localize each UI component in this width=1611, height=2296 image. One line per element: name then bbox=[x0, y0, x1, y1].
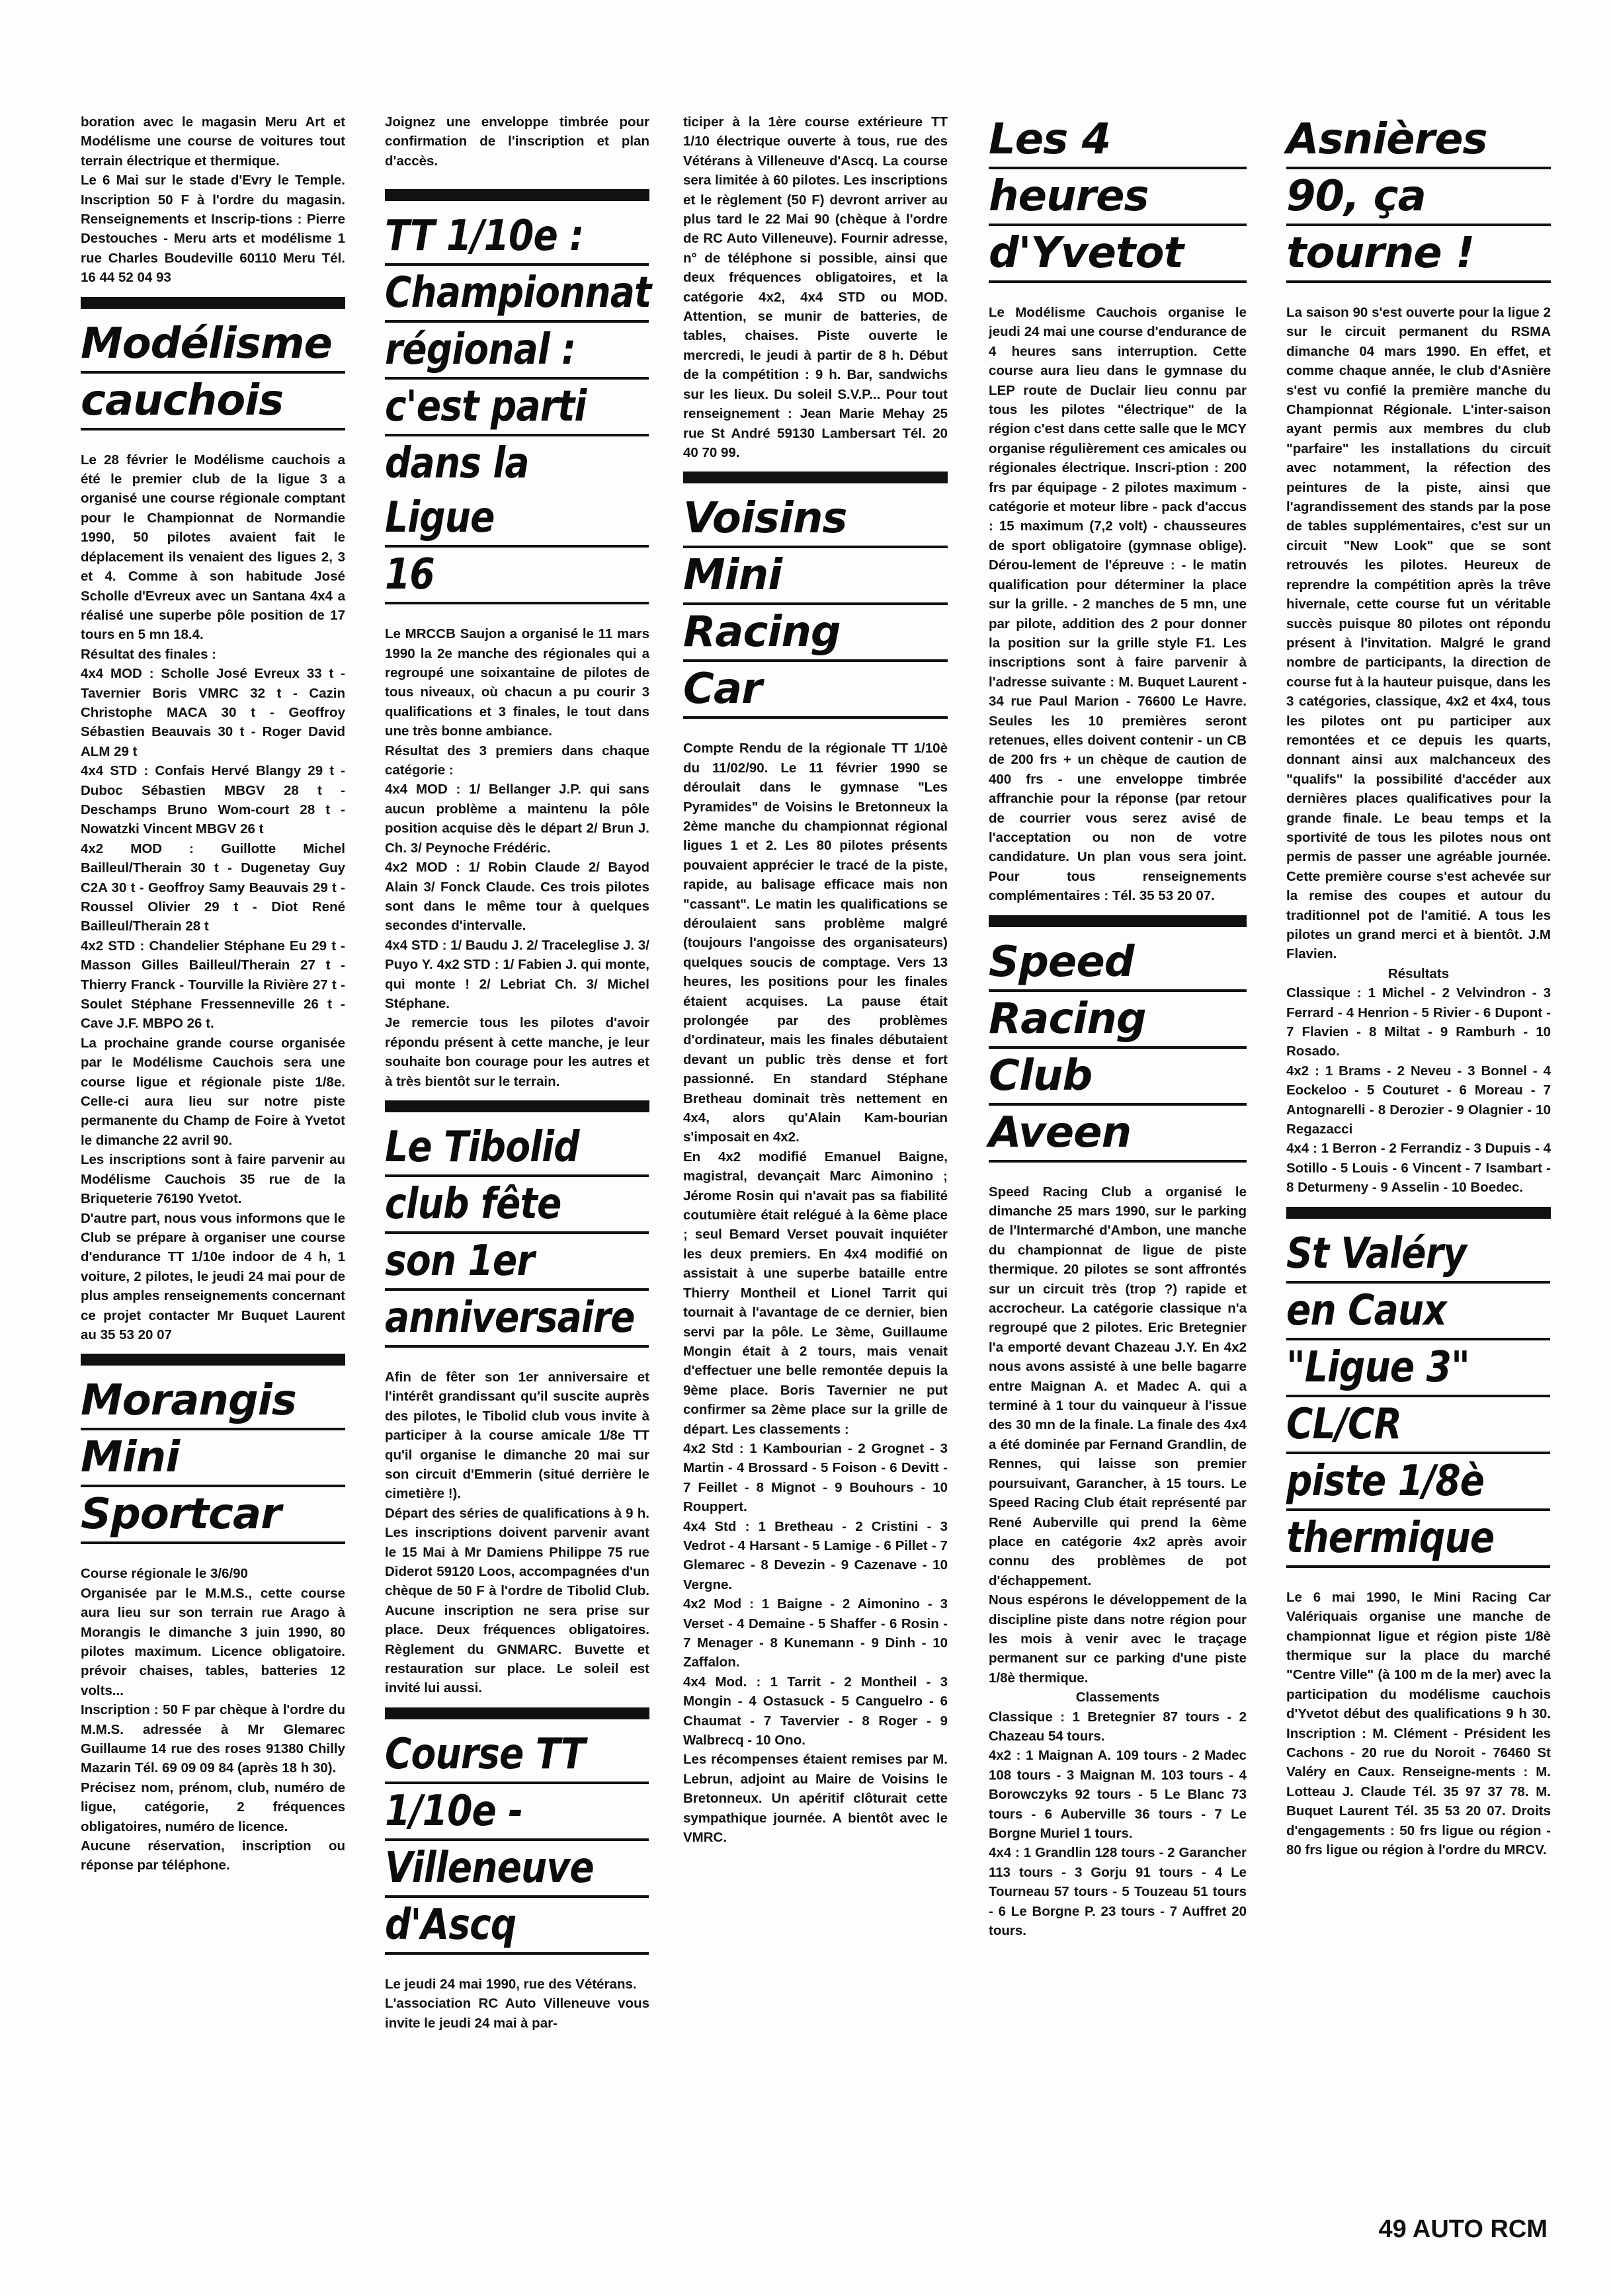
column-2 bbox=[385, 112, 653, 2033]
article-text: Compte Rendu de la régionale TT 1/10è du 11/02/90. Le 11 février 1990 se déroulait dans le gymnase "Les Pyramides" de Voisins le Bretonneux la 2ème manche du championnat régional ligues 1 et 2. Les 80 pilotes présents pouvaient apprécier le tracé de la piste, rapide, au balisage efficace mais non "cassant". Le matin les qualifications se déroulaient sans problème malgré (toujours l'angoisse des organisateurs) quelques soucis de comptage. Vers 13 heures, les positions pour les finales étaient acquises. La pause était prolongée par des problèmes d'ordinateur, mais les finales débutaient devant un public très dense et fort passionné. En standard Stéphane Bretheau dominait très nettement en 4x4, alors qu'Alain Kam-bourian s'imposait en 4x2. En 4x2 modifié Emanuel Baigne, magistral, devançait Marc Aimonino ; Jérome Rosin qui n'avait pas sa fiabilité coutumière était relégué à la 6ème place ; seul Bemard Verset pouvait inquiéter les deux premiers. En 4x4 modifié on assistait à une superbe bataille entre Thierry Montheil et Lionel Tarrit qui tournait à l'avantage de ce dernier, bien servi par la pôle. Le 3ème, Guillaume Mongin était à 2 tours, mais venait d'effectuer une belle remontée depuis la 9ème place. Boris Tavernier ne put confirmer sa 2ème place sur la grille de départ. Les classements : 4x2 Std : 1 Kambourian - 2 Grognet - 3 Martin - 4 Brossard - 5 Foison - 6 Devitt - 7 Feillet - 8 Mignot - 9 Bouhours - 10 Rouppert. 4x4 Std : 1 Bretheau - 2 Cristini - 3 Vedrot - 4 Harsant - 5 Lamige - 6 Pillet - 7 Glemarec - 8 Devezin - 9 Cazenave - 10 Vergne. 4x2 Mod : 1 Baigne - 2 Aimonino - 3 Verset - 4 Demaine - 5 Shaffer - 6 Rosin - 7 Menager - 8 Kunemann - 9 Dinh - 10 Zaffalon. 4x4 Mod. : 1 Tarrit - 2 Montheil - 3 Mongin - 4 Ostasuck - 5 Canguelro - 6 Chaumat - 7 Tavervier - 8 Roger - 9 Walbrecq - 10 Ono. Les récompenses étaient remises par M. Lebrun, adjoint au Maire de Voisins le Bretonneux. Un apéritif clôturait cette sympathique journée. A bientôt avec le VMRC. bbox=[683, 741, 948, 1846]
headline-morangis: Morangis Mini Sportcar bbox=[81, 1374, 345, 1544]
article-text: Speed Racing Club a organisé le dimanche 25 mars 1990, sur le parking de l'Intermarché d'Ambon, une manche du championnat de ligue de piste thermique. 20 pilotes se sont affrontés sur un circuit très (trop ?) rapide et accrocheur. La catégorie classique n'a regroupé que 2 pilotes. Eric Bretegnier l'a emporté devant Chazeau J.Y. En 4x2 nous avons assisté à une belle bagarre entre Maignan A. et Madec A. qui a terminé à 1 tour du vainqueur à l'issue des 30 mn de la finale. La finale des 4x4 a été dominée par Fernand Grandlin, de Rennes, qui laisse son premier poursuivant, Garancher, à 15 tours. Le Speed Racing Club était représenté par René Auberville qui prend la 6ème place en catégorie 4x2 après avoir connu des problèmes de pot d'échappement. Nous espérons le développement de la discipline piste dans notre région pour les mois à venir avec le traçage permanent sur ce parking d'une piste 1/8è thermique. bbox=[989, 1184, 1247, 1686]
headline-tibolid: Le Tibolid club fête son 1er anniversaire bbox=[385, 1120, 649, 1348]
article-text: boration avec le magasin Meru Art et Modélisme une course de voitures tout terrain électrique et thermique. Le 6 Mai sur le stade d'Evry le Temple. Inscription 50 F à l'ordre du magasin. Renseignements et Inscrip-tions : Pierre Destouches - Meru arts et modélisme 1 rue Charles Boudeville 60110 Meru Tél. 16 44 52 04 93 bbox=[81, 114, 345, 286]
divider bbox=[385, 189, 649, 201]
headline-st-valery: St Valéry en Caux "Ligue 3" CL/CR piste 1/8è thermique bbox=[1286, 1227, 1550, 1568]
page-footer bbox=[1378, 2215, 1548, 2244]
article-text: Le jeudi 24 mai 1990, rue des Vétérans. L'association RC Auto Villeneuve vous invite le jeudi 24 mai à par- bbox=[385, 1976, 649, 2031]
headline-yvetot: Les 4 heures d'Yvetot bbox=[989, 112, 1247, 283]
headline-voisins: Voisins Mini Racing Car bbox=[683, 491, 948, 719]
divider bbox=[385, 1100, 649, 1112]
results-subheading: Résultats bbox=[1387, 965, 1450, 981]
results-text: Classique : 1 Bretegnier 87 tours - 2 Chazeau 54 tours. 4x2 : 1 Maignan A. 109 tours - 2 Madec 108 tours - 3 Maignan M. 103 tours - 4 Borowczyks 92 tours - 5 Le Blanc 73 tours - 6 Auberville 36 tours - 7 Le Borgne Muriel 1 tours. 4x4 : 1 Grandlin 128 tours - 2 Garancher 113 tours - 3 Gorju 91 tours - 4 Le Tourneau 57 tours - 5 Touzeau 51 tours - 6 Le Borgne P. 23 tours - 7 Auffret 20 tours. bbox=[989, 1709, 1247, 1939]
column-4 bbox=[989, 112, 1251, 1940]
article-text: Le 28 février le Modélisme cauchois a été le premier club de la ligue 3 a organisé une course régionale comptant pour le Championnat de Normandie 1990, 50 pilotes avaient fait le déplacement ils venaient des ligues 2, 3 et 4. Comme à son habitude José Scholle d'Evreux avec un Santana 4x4 a réalisé une superbe pôle position de 17 tours en 5 mn 18.4. Résultat des finales : 4x4 MOD : Scholle José Evreux 33 t - Tavernier Boris VMRC 32 t - Cazin Christophe MACA 30 t - Geoffroy Sébastien Beauvais 30 t - Roger David ALM 29 t 4x4 STD : Confais Hervé Blangy 29 t - Duboc Sébastien MBGV 28 t - Deschamps Bruno Wom-court 28 t - Nowatzki Vincent MBGV 26 t 4x2 MOD : Guillotte Michel Bailleul/Therain 30 t - Dugenetay Guy C2A 30 t - Geoffroy Samy Beauvais 29 t - Roussel Olivier 29 t - Diot René Bailleul/Therain 28 t 4x2 STD : Chandelier Stéphane Eu 29 t - Masson Gilles Bailleul/Therain 27 t - Thierry Franck - Tourville la Rivière 27 t - Soulet Stéphane Fressenneville 26 t - Cave J.F. MBPO 26 t. La prochaine grande course organisée par le Modélisme Cauchois sera une course ligue et régionale piste 1/8e. Celle-ci aura lieu sur notre piste permanente du Champ de Foire à Yvetot le dimanche 22 avril 90. Les inscriptions sont à faire parvenir au Modélisme Cauchois 35 rue de la Briqueterie 76190 Yvetot. D'autre part, nous vous informons que le Club se prépare à organiser une course d'endurance TT 1/10e indoor de 4 h, 1 voiture, 2 pilotes, le jeudi 24 mai pour de plus amples renseignements concernant ce projet contacter Mr Buquet Laurent au 35 53 20 07 bbox=[81, 452, 345, 1342]
headline-asnieres: Asnières 90, ça tourne ! bbox=[1286, 112, 1551, 283]
headline-villeneuve: Course TT 1/10e - Villeneuve d'Ascq bbox=[385, 1727, 649, 1955]
headline-modelisme-cauchois: Modélisme cauchois bbox=[81, 317, 345, 430]
divider bbox=[385, 1707, 649, 1719]
page-number: 49 bbox=[1378, 2215, 1407, 2243]
column-1 bbox=[81, 112, 345, 1875]
article-text: Joignez une enveloppe timbrée pour confirmation de l'inscription et plan d'accès. bbox=[385, 114, 653, 169]
article-text: Le MRCCB Saujon a organisé le 11 mars 1990 la 2e manche des régionales qui a regroupé une soixantaine de pilotes de tous niveaux, où chacun a pu courir 3 qualifications et 3 finales, le tout dans une très bonne ambiance. Résultat des 3 premiers dans chaque catégorie : 4x4 MOD : 1/ Bellanger J.P. qui sans aucun problème a maintenu la pôle position acquise dès le départ 2/ Brun J. Ch. 3/ Peynoche Frédéric. 4x2 MOD : 1/ Robin Claude 2/ Bayod Alain 3/ Fonck Claude. Ces trois pilotes sont dans le même tour à quelques secondes d'intervalle. 4x4 STD : 1/ Baudu J. 2/ Traceleglise J. 3/ Puyo Y. 4x2 STD : 1/ Fabien J. qui monte, qui monte ! 2/ Lebriat Ch. 3/ Michel Stéphane. Je remercie tous les pilotes d'avoir répondu présent à cette manche, je leur souhaite bon courage pour les autres et à très bientôt sur le terrain. bbox=[385, 626, 649, 1089]
column-3 bbox=[683, 112, 952, 1847]
divider bbox=[81, 297, 345, 309]
headline-championnat-ligue-16: TT 1/10e : Championnat régional : c'est parti dans la Ligue 16 bbox=[385, 209, 649, 604]
divider bbox=[1286, 1207, 1551, 1219]
divider bbox=[989, 915, 1247, 927]
article-text: ticiper à la 1ère course extérieure TT 1/10 électrique ouverte à tous, rue des Vétérans à Villeneuve d'Ascq. La course sera limitée à 60 pilotes. Les inscriptions et le règlement (50 F) devront arriver au plus tard le 22 Mai 90 (chèque à l'ordre de RC Auto Villeneuve). Fournir adresse, n° de téléphone si possible, ainsi que deux fréquences obligatoires, et la catégorie 4x2, 4x4 STD ou MOD. Attention, se munir de batteries, de tables, chaises. Piste ouverte le mercredi, le jeudi à partir de 8 h. Début de la compétition : 9 h. Bar, sandwichs sur les lieux. Du soleil S.V.P... Pour tout renseignement : Jean Marie Mehay 25 rue St André 59130 Lambersart Tél. 20 40 70 99. bbox=[683, 114, 952, 460]
divider bbox=[81, 1354, 345, 1366]
article-text: La saison 90 s'est ouverte pour la ligue 2 sur le circuit permanent du RSMA dimanche 04 mars 1990. En effet, et comme chaque année, le club d'Asnière s'est vu confié la première manche du Championnat Régionale. L'inter-saison ayant permis aux membres du club "parfaire" les installations du circuit avec notamment, la réfection des peintures de la piste, ainsi que l'agrandissement des stands par la pose de tables supplémentaires, c'est sur un circuit "New Look" que se sont retrouvés les pilotes. Heureux de reprendre la compétition après la trêve hivernale, cette course fut un véritable succès puisque 80 pilotes ont répondu présent à l'invitation. Malgré le grand nombre de participants, la direction de course fut à la hauteur puisque, dans les 3 catégories, classique, 4x2 et 4x4, tous les pilotes ont pu participer aux remontées et ce depuis les quarts, donnant ainsi aux malchanceux des "qualifs" la possibilité d'accéder aux dernières places qualificatives pour la grande finale. Le beau temps et la sportivité de tous les pilotes nous ont permis de passer une agréable journée. Cette première course s'est achevée sur la remise des coupes et autour du traditionnel pot de l'amitié. A tous les pilotes un grand merci et à bientôt. J.M Flavien. bbox=[1286, 305, 1555, 962]
divider bbox=[683, 472, 948, 483]
article-text: Le 6 mai 1990, le Mini Racing Car Valériquais organise une manche de championnat ligue et région piste 1/8è thermique sur la place du marché "Centre Ville" (à 100 m de la mer) avec la participation du modélisme cauchois d'Yvetot début des qualifications 9 h 30. Inscription : M. Clément - Président les Cachons - 20 rue du Noroit - 76460 St Valéry en Caux. Renseigne-ments : M. Lotteau J. Claude Tél. 35 97 37 78. M. Buquet Laurent Tél. 35 53 20 07. Droits d'engagements : 50 frs ligue ou région - 80 frs ligue ou région à l'ordre du MRCV. bbox=[1286, 1589, 1555, 1858]
article-text: Afin de fêter son 1er anniversaire et l'intérêt grandissant qu'il suscite auprès des pilotes, le Tibolid club vous invite à participer à la course amicale 1/8e TT qu'il organise le dimanche 20 mai sur son circuit d'Emmerin (situé derrière le cimetière !). Départ des séries de qualifications à 9 h. Les inscriptions doivent parvenir avant le 15 Mai à Mr Damiens Philippe 75 rue Diderot 59120 Loos, accompagnées d'un chèque de 50 F à l'ordre de Tibolid Club. Aucune inscription ne sera prise sur place. Deux fréquences obligatoires. Règlement du GNMARC. Buvette et restauration sur place. Le soleil est invité lui aussi. bbox=[385, 1369, 649, 1696]
article-text: Le Modélisme Cauchois organise le jeudi 24 mai une course d'endurance de 4 heures sans interruption. Cette course aura lieu dans le gymnase du LEP route de Duclair lieu connu par tous les pilotes "électrique" de la région c'est dans cette salle que le MCY organise régulièrement ces amicales ou régionales électrique. Inscri-ption : 200 frs par équipage - 2 pilotes maximum - catégorie et moteur libre - pack d'accus : 15 maximum (7,2 volt) - chausseures de sport obligatoire (gymnase oblige). Dérou-lement de l'épreuve : - le matin qualification pour déterminer la place sur la grille. - 2 manches de 5 mn, une par pilote, addition des 2 pour donner la position sur la grille style F1. Les inscriptions sont à faire parvenir à l'adresse suivante : M. Buquet Laurent - 34 rue Paul Marion - 76600 Le Havre. Seules les 10 premières seront retenues, elles doivent contenir - un CB de 200 frs + un chèque de caution de 400 frs - une enveloppe timbrée affranchie pour la réponse (par retour de courrier vous serez avisé de l'acceptation ou non de votre candidature. Un plan vous sera joint. Pour tous renseignements complémentaires : Tél. 35 53 20 07. bbox=[989, 305, 1251, 904]
magazine-brand: AUTO RCM bbox=[1412, 2215, 1548, 2243]
results-text: Classique : 1 Michel - 2 Velvindron - 3 Ferrard - 4 Henrion - 5 Rivier - 6 Dupont - 7 Flavien - 8 Miltat - 9 Ramburh - 10 Rosado. 4x2 : 1 Brams - 2 Neveu - 3 Bonnel - 4 Eockeloo - 5 Couturet - 6 Moreau - 7 Antognarelli - 8 Derozier - 9 Olagnier - 10 Regazacci 4x4 : 1 Berron - 2 Ferrandiz - 3 Dupuis - 4 Sotillo - 5 Louis - 6 Vincent - 7 Isambart - 8 Deturmeny - 9 Asselin - 10 Boedec. bbox=[1286, 985, 1551, 1196]
column-5 bbox=[1286, 112, 1555, 1860]
results-subheading: Classements bbox=[1075, 1690, 1160, 1705]
headline-speed-racing: Speed Racing Club Aveen bbox=[989, 935, 1247, 1163]
article-text: Course régionale le 3/6/90 Organisée par le M.M.S., cette course aura lieu sur son terrain rue Arago à Morangis le dimanche 3 juin 1990, 80 pilotes maximum. Licence obligatoire. prévoir chaises, tables, batteries 12 volts... Inscription : 50 F par chèque à l'ordre du M.M.S. adressée à Mr Glemarec Guillaume 14 rue des roses 91380 Chilly Mazarin Tél. 69 09 09 84 (après 18 h 30). Précisez nom, prénom, club, numéro de ligue, catégorie, 2 fréquences obligatoires, numéro de licence. Aucune réservation, inscription ou réponse par téléphone. bbox=[81, 1566, 345, 1873]
